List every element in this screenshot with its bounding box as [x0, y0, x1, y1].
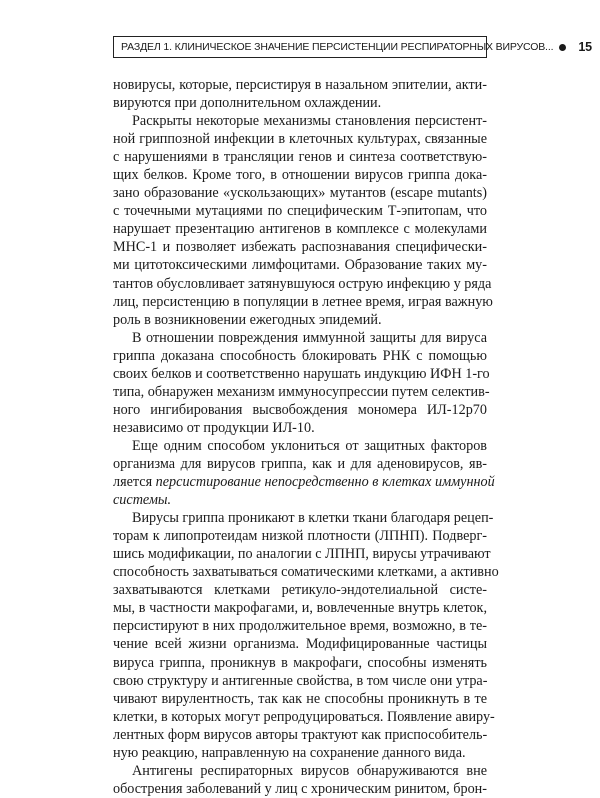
text-line: роль в возникновении ежегодных эпидемий.: [113, 311, 382, 328]
text-line: независимо от продукции ИЛ-10.: [113, 419, 315, 436]
text-line: типа, обнаружен механизм иммуносупрессии путем селектив-: [113, 383, 490, 400]
body-text: [113, 76, 499, 798]
text-line: шись модификации, по аналогии с ЛПНП, вирусы утрачивают: [113, 546, 491, 563]
paragraph: [113, 762, 487, 798]
paragraph: [113, 76, 487, 112]
page-number: 15: [578, 40, 592, 54]
text-line: Антигены респираторных вирусов обнаруживаются вне: [132, 762, 487, 779]
text-line: Вирусы гриппа проникают в клетки ткани благодаря рецеп-: [132, 510, 494, 527]
paragraph: [113, 437, 495, 509]
section-title: РАЗДЕЛ 1. КЛИНИЧЕСКОЕ ЗНАЧЕНИЕ ПЕРСИСТЕНЦИИ РЕСПИРАТОРНЫХ ВИРУСОВ...: [121, 41, 554, 53]
paragraph: [113, 329, 490, 437]
italic-text: персистирование непосредственно в клетках иммунной: [155, 474, 495, 491]
text-line: В отношении повреждения иммунной защиты для вируса: [132, 329, 487, 346]
text-line: Еще одним способом уклониться от защитных факторов: [132, 437, 487, 454]
text-line: торам к липопротеидам низкой плотности (ЛПНП). Подверг-: [113, 528, 487, 545]
text-line: тантов обусловливает затянувшуюся острую инфекцию у ряда: [113, 275, 492, 292]
text-line: Раскрыты некоторые механизмы становления персистент-: [132, 113, 487, 130]
text-line: обострения заболеваний у лиц с хроническим ринитом, брон-: [113, 780, 487, 797]
paragraph: [113, 509, 499, 762]
text-line: захватываются клетками ретикуло-эндотелиальной систе-: [113, 582, 487, 599]
text-line: нарушает презентацию антигенов в комплексе с молекулами: [113, 221, 487, 238]
lead-text: ляется: [113, 474, 156, 491]
text-line: гриппа доказана способность блокировать РНК с помощью: [113, 347, 487, 364]
text-line: организма для вирусов гриппа, как и для аденовирусов, яв-: [113, 455, 487, 472]
bullet-icon: [559, 44, 566, 51]
text-line: чение всей жизни организма. Модифицированные частицы: [113, 636, 487, 653]
text-line: персистируют в них продолжительное время, возможно, в те-: [113, 618, 487, 635]
text-line: зано образование «ускользающих» мутантов (escape mutants): [113, 185, 487, 202]
text-line: ную реакцию, направленную на сохранение данного вида.: [113, 744, 466, 761]
text-line-mixed: [113, 473, 495, 491]
text-line: вируются при дополнительном охлаждении.: [113, 95, 382, 112]
text-line: вируса гриппа, проникнув в макрофаги, способны изменять: [113, 654, 487, 671]
text-line: ного ингибирования высвобождения мономера ИЛ-12р70: [113, 401, 487, 418]
text-line: ми цитотоксическими лимфоцитами. Образование таких му-: [113, 257, 487, 274]
running-header: [113, 36, 592, 58]
text-line: мы, в частности макрофагами, и, вовлеченные внутрь клеток,: [113, 600, 487, 617]
text-line: с точечными мутациями по специфическим Т-эпитопам, что: [113, 203, 487, 220]
text-line: лентных форм вирусов авторы трактуют как приспособитель-: [113, 726, 488, 743]
text-line: свою структуру и антигенные свойства, в том числе они утра-: [113, 672, 488, 689]
text-line: своих белков и соответственно нарушать индукцию ИФН 1-го: [113, 365, 490, 382]
paragraph: [113, 112, 493, 329]
text-line: способность захватываться соматическими клетками, а активно: [113, 564, 499, 581]
text-line: новирусы, которые, персистируя в назальном эпителии, акти-: [113, 77, 487, 93]
text-line: ной гриппозной инфекции в клеточных культурах, связанные: [113, 131, 487, 148]
text-line: клетки, в которых могут репродуцироваться. Появление авиру-: [113, 708, 495, 725]
text-line: МНС-1 и позволяет избежать распознавания специфически-: [113, 239, 487, 256]
text-line: с нарушениями в трансляции генов и синтеза соответствую-: [113, 149, 487, 166]
text-line: чивают вирулентность, так как не способны проникнуть в те: [113, 690, 487, 707]
text-line: щих белков. Кроме того, в отношении вирусов гриппа дока-: [113, 167, 487, 184]
text-line: системы.: [113, 492, 172, 509]
text-line: лиц, персистенцию в популяции в летнее время, играя важную: [113, 293, 493, 310]
